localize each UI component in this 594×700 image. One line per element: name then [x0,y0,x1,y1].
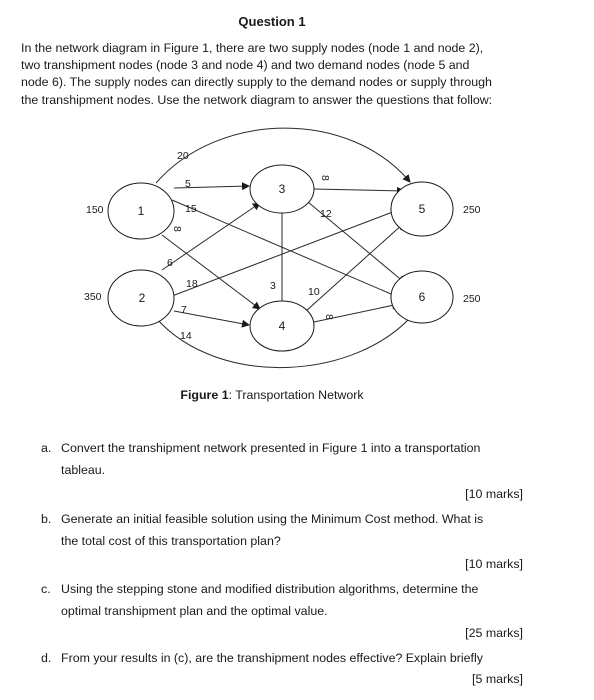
question-b [41,508,484,552]
question-line: the total cost of this transportation plan? [61,534,281,548]
marks-b: [10 marks] [465,557,523,571]
caption-rest: : Transportation Network [228,388,364,402]
cost-1-4: 8 [171,226,183,232]
cost-2-6: 14 [180,330,192,342]
node-label-4: 4 [278,319,286,333]
question-line: From your results in (c), are the transhipment nodes effective? Explain briefly [61,651,483,665]
marks-d: [5 marks] [472,672,523,686]
arc-4-5 [306,223,404,311]
figure-caption [0,388,544,402]
question-a [41,437,481,481]
intro-line: In the network diagram in Figure 1, there are two supply nodes (node 1 and node 2), [21,41,484,55]
question-letter: d. [41,651,52,665]
supply-node-1: 150 [86,204,104,216]
question-d [41,647,483,669]
supply-node-2: 350 [84,291,102,303]
cost-1-6: 15 [185,203,197,215]
intro-line: the transhipment nodes. Use the network diagram to answer the questions that follow: [21,92,493,107]
cost-2-4: 7 [181,304,187,316]
marks-a: [10 marks] [465,487,523,501]
question-title: Question 1 [238,14,306,29]
question-line: Using the stepping stone and modified distribution algorithms, determine the [61,582,479,596]
question-line: optimal transhipment plan and the optimal value. [61,604,328,618]
cost-3-6: 12 [320,208,332,220]
cost-1-5: 20 [177,150,189,162]
cost-3-5: 8 [319,175,331,181]
cost-3-4: 3 [270,280,276,292]
arc-3-5 [314,189,404,191]
arc-2-3 [162,203,260,270]
question-line: Generate an initial feasible solution using the Minimum Cost method. What is [61,512,484,526]
node-label-5: 5 [418,202,426,216]
demand-node-5: 250 [463,204,481,216]
question-letter: b. [41,512,52,526]
intro-line: two transhipment nodes (node 3 and node 4) and two demand nodes (node 5 and [21,58,470,73]
marks-c: [25 marks] [465,626,523,640]
cost-1-3: 5 [185,178,191,190]
node-label-2: 2 [138,291,146,305]
cost-2-5: 18 [186,278,198,290]
question-line: Convert the transhipment network presented in Figure 1 into a transportation [61,441,481,455]
arc-2-5 [172,210,398,296]
intro-line: node 6). The supply nodes can directly supply to the demand nodes or supply through [21,75,492,90]
caption-bold: Figure 1 [180,388,229,402]
cost-4-6: 8 [323,314,335,320]
node-label-6: 6 [418,290,426,304]
question-line: tableau. [61,463,106,477]
question-letter: a. [41,441,52,455]
cost-2-3: 6 [167,257,173,269]
demand-node-6: 250 [463,293,481,305]
node-label-1: 1 [137,204,145,218]
cost-4-5: 10 [308,286,320,298]
arc-1-4 [162,235,260,309]
question-c [41,578,479,622]
node-label-3: 3 [278,182,286,196]
question-letter: c. [41,582,51,596]
